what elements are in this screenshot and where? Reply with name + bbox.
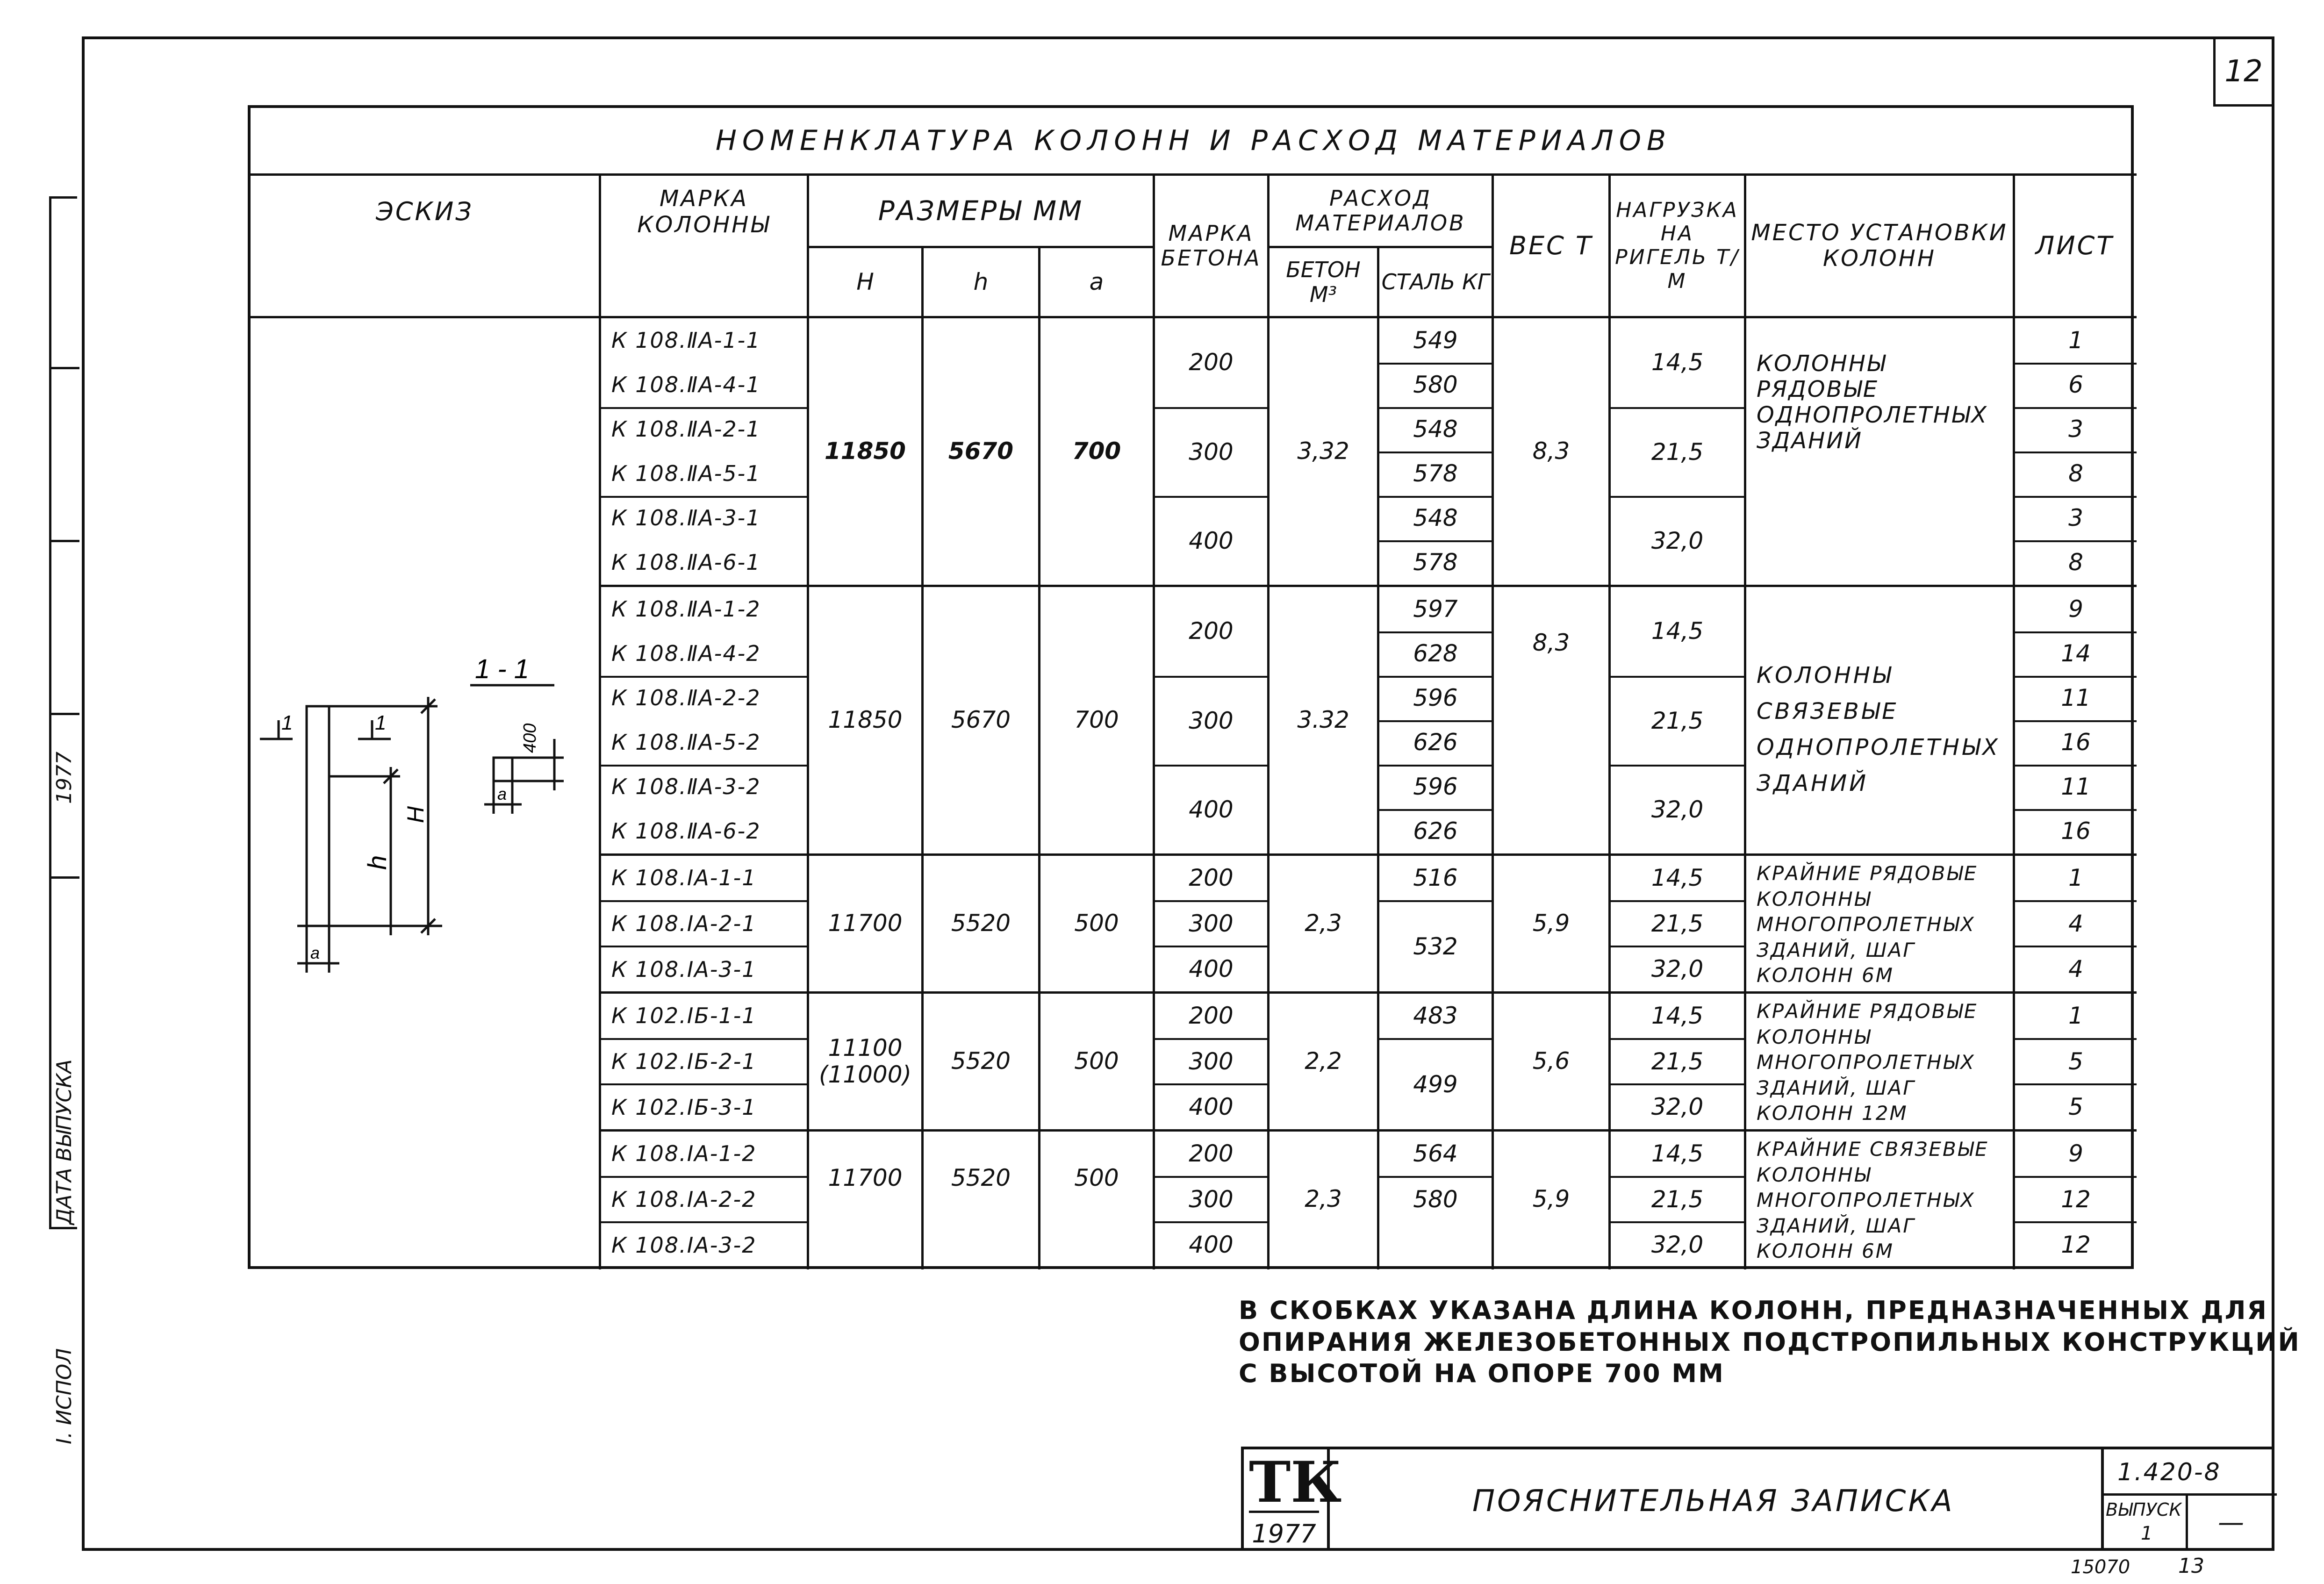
grade-cell: 400 — [1189, 796, 1234, 824]
place-cell: КРАЙНИЕ РЯДОВЫЕ КОЛОННЫ МНОГОПРОЛЕТНЫХ ЗДАНИЙ, ШАГ КОЛОНН 12М — [1757, 1000, 1978, 1125]
concrete-volume: 2,2 — [1305, 1047, 1342, 1075]
size-a: 700 — [1072, 437, 1121, 465]
mark-cell: К 108.ⅡА-1-2 — [611, 596, 761, 622]
mark-cell: К 108.ⅡА-5-2 — [611, 730, 761, 755]
table-title: НОМЕНКЛАТУРА КОЛОНН И РАСХОД МАТЕРИАЛОВ — [715, 124, 1672, 157]
sheet-cell: 11 — [2061, 684, 2091, 711]
grade-cell: 400 — [1189, 527, 1234, 555]
size-h: 5670 — [948, 437, 1014, 465]
mark-cell: К 108.ⅡА-4-1 — [611, 372, 761, 398]
header-sizes: РАЗМЕРЫ ММ — [878, 194, 1084, 227]
strip-divider — [51, 540, 79, 542]
load-cell: 14,5 — [1651, 1140, 1704, 1167]
load-cell: 21,5 — [1651, 1185, 1704, 1213]
sheet-cell: 1 — [2068, 326, 2083, 354]
sheet-cell: 9 — [2068, 595, 2083, 623]
cut-label: 1 — [375, 711, 387, 734]
grade-cell: 200 — [1189, 1140, 1234, 1167]
mark-cell: К 108.ⅡА-6-1 — [611, 550, 761, 575]
sheet-cell: 11 — [2061, 773, 2091, 800]
size-h: 5520 — [951, 910, 1011, 937]
mark-cell: К 108.ⅡА-6-2 — [611, 818, 761, 844]
steel-cell: 564 — [1413, 1140, 1458, 1167]
grade-cell: 400 — [1189, 955, 1234, 983]
mark-cell: К 108.ⅠА-2-2 — [611, 1187, 757, 1212]
section-a-label: a — [497, 784, 507, 803]
place-cell: КОЛОННЫ РЯДОВЫЕ ОДНОПРОЛЕТНЫХ ЗДАНИЙ — [1757, 350, 1988, 454]
steel-cell: 548 — [1413, 415, 1458, 443]
header-h: h — [973, 268, 989, 295]
steel-cell: 549 — [1413, 326, 1458, 354]
load-cell: 21,5 — [1651, 707, 1704, 735]
sheet-cell: 3 — [2068, 415, 2083, 443]
mark-cell: К 102.ⅠБ-2-1 — [611, 1049, 757, 1075]
header-mark: МАРКА КОЛОННЫ — [637, 186, 771, 238]
mark-cell: К 108.ⅠА-1-2 — [611, 1141, 757, 1167]
sheet-cell: 6 — [2068, 371, 2083, 398]
sheet-cell: 4 — [2068, 910, 2083, 937]
load-cell: 14,5 — [1651, 617, 1704, 645]
footnote-line: ОПИРАНИЯ ЖЕЛЕЗОБЕТОННЫХ ПОДСТРОПИЛЬНЫХ КОНСТРУКЦИЙ — [1239, 1327, 2301, 1357]
sheet-number: 12 — [2213, 36, 2274, 107]
logo-year: 1977 — [1252, 1519, 1316, 1548]
load-cell: 32,0 — [1651, 796, 1704, 824]
grade-cell: 400 — [1189, 1093, 1234, 1121]
issue-label: ВЫПУСК — [2106, 1499, 2182, 1520]
grade-cell: 300 — [1189, 707, 1234, 735]
size-a: 700 — [1074, 706, 1119, 734]
weight-cell: 5,9 — [1532, 1185, 1570, 1213]
grade-cell: 300 — [1189, 438, 1234, 466]
steel-cell: 516 — [1413, 864, 1458, 891]
sheet-cell: 8 — [2068, 459, 2083, 487]
dim-a: a — [310, 943, 320, 962]
place-cell: КОЛОННЫ СВЯЗЕВЫЕ ОДНОПРОЛЕТНЫХ ЗДАНИЙ — [1757, 662, 2000, 796]
concrete-volume: 2,3 — [1305, 1185, 1342, 1213]
sheet-cell: 14 — [2061, 639, 2091, 667]
size-a: 500 — [1074, 1047, 1119, 1075]
size-H: 11850 — [825, 437, 906, 465]
section-label: 1 - 1 — [475, 654, 530, 684]
weight-cell: 8,3 — [1532, 629, 1570, 657]
mark-cell: К 108.ⅠА-2-1 — [611, 911, 757, 937]
weight-cell: 8,3 — [1532, 437, 1570, 465]
issue-number: 1 — [2141, 1523, 2153, 1544]
mark-cell: К 108.ⅠА-1-1 — [611, 865, 757, 891]
mark-cell: К 108.ⅡА-5-1 — [611, 461, 761, 487]
inventory-number: 15070 — [2071, 1556, 2130, 1578]
sheet-cell: 5 — [2068, 1093, 2083, 1121]
mark-cell: К 108.ⅡА-4-2 — [611, 641, 761, 667]
header-concrete: БЕТОН М³ — [1286, 257, 1361, 307]
size-a: 500 — [1074, 910, 1119, 937]
strip-partial-label: I. ИСПОЛ — [52, 1348, 76, 1444]
header-place: МЕСТО УСТАНОВКИ КОЛОНН — [1751, 219, 2008, 272]
concrete-volume: 2,3 — [1305, 910, 1342, 937]
mark-cell: К 108.ⅠА-3-1 — [611, 956, 757, 982]
sheet-cell: 1 — [2068, 1002, 2083, 1029]
sheet-cell: 12 — [2061, 1185, 2091, 1213]
load-cell: 32,0 — [1651, 1231, 1704, 1259]
mark-cell: К 108.ⅠА-3-2 — [611, 1232, 757, 1258]
grade-cell: 300 — [1189, 910, 1234, 937]
load-cell: 32,0 — [1651, 527, 1704, 555]
grade-cell: 300 — [1189, 1047, 1234, 1075]
sheet-cell: 4 — [2068, 955, 2083, 983]
mark-cell: К 108.ⅡА-3-1 — [611, 505, 761, 531]
steel-cell: 596 — [1413, 684, 1458, 711]
load-cell: 32,0 — [1651, 955, 1704, 983]
sheet-cell: 5 — [2068, 1047, 2083, 1075]
strip-year: 1977 — [52, 752, 76, 804]
header-steel: СТАЛЬ КГ — [1381, 269, 1490, 295]
size-H: 11850 — [828, 706, 903, 734]
steel-cell: 578 — [1413, 548, 1458, 576]
strip-divider — [51, 876, 79, 879]
steel-cell: 578 — [1413, 459, 1458, 487]
steel-cell: 483 — [1413, 1002, 1458, 1029]
size-h: 5520 — [951, 1047, 1011, 1075]
grade-cell: 200 — [1189, 1002, 1234, 1029]
header-sheet: ЛИСТ — [2035, 230, 2114, 260]
footnote — [1239, 1295, 2301, 1390]
sheet-cell: 9 — [2068, 1140, 2083, 1167]
mark-cell: К 108.ⅡА-3-2 — [611, 774, 761, 800]
grade-cell: 400 — [1189, 1231, 1234, 1259]
mark-cell: К 108.ⅡА-2-1 — [611, 416, 761, 442]
grade-cell: 200 — [1189, 349, 1234, 376]
steel-cell: 499 — [1413, 1070, 1458, 1098]
sheet-cell: 8 — [2068, 548, 2083, 576]
document-title: ПОЯСНИТЕЛЬНАЯ ЗАПИСКА — [1472, 1484, 1955, 1519]
sheet-cell: 12 — [2061, 1231, 2091, 1259]
dim-H: H — [402, 806, 429, 823]
place-cell: КРАЙНИЕ СВЯЗЕВЫЕ КОЛОННЫ МНОГОПРОЛЕТНЫХ ЗДАНИЙ, ШАГ КОЛОНН 6М — [1757, 1138, 1989, 1263]
size-H: 11100 (11000) — [818, 1034, 912, 1088]
cut-label: 1 — [281, 711, 293, 734]
header-sketch: ЭСКИЗ — [376, 197, 473, 227]
size-a: 500 — [1074, 1164, 1119, 1192]
concrete-volume: 3,32 — [1297, 437, 1349, 465]
size-H: 11700 — [828, 910, 903, 937]
dim-400: 400 — [520, 723, 540, 753]
size-h: 5520 — [951, 1164, 1011, 1192]
header-load: НАГРУЗКА НА РИГЕЛЬ Т/М — [1615, 198, 1740, 293]
strip-date-label: ДАТА ВЫПУСКА — [52, 1059, 76, 1225]
mark-cell: К 102.ⅠБ-3-1 — [611, 1094, 757, 1120]
steel-cell: 596 — [1413, 773, 1458, 800]
concrete-volume: 3.32 — [1297, 706, 1349, 734]
sheet-cell: 16 — [2061, 728, 2091, 756]
page-number: 13 — [2178, 1554, 2204, 1578]
load-cell: 21,5 — [1651, 1047, 1704, 1075]
header-consumption: РАСХОД МАТЕРИАЛОВ — [1295, 186, 1466, 236]
strip-divider — [51, 713, 79, 715]
grade-cell: 200 — [1189, 864, 1234, 891]
nomenclature-table — [248, 105, 2134, 1269]
strip-divider — [51, 367, 79, 369]
size-h: 5670 — [951, 706, 1011, 734]
load-cell: 21,5 — [1651, 910, 1704, 937]
mark-cell: К 102.ⅠБ-1-1 — [611, 1003, 757, 1029]
place-cell: КРАЙНИЕ РЯДОВЫЕ КОЛОННЫ МНОГОПРОЛЕТНЫХ ЗДАНИЙ, ШАГ КОЛОНН 6М — [1757, 862, 1978, 987]
steel-cell: 548 — [1413, 504, 1458, 531]
weight-cell: 5,9 — [1532, 910, 1570, 937]
document-code: 1.420-8 — [2117, 1458, 2221, 1486]
footnote-line: С ВЫСОТОЙ НА ОПОРЕ 700 ММ — [1239, 1359, 1725, 1388]
weight-cell: 5,6 — [1532, 1047, 1570, 1075]
tk-logo: ТК — [1249, 1449, 1342, 1515]
load-cell: 14,5 — [1651, 864, 1704, 891]
header-concrete-grade: МАРКА БЕТОНА — [1161, 221, 1262, 271]
header-weight: ВЕС Т — [1509, 230, 1593, 260]
steel-cell: 532 — [1413, 932, 1458, 960]
sheet-cell: 16 — [2061, 817, 2091, 845]
steel-cell: 628 — [1413, 639, 1458, 667]
grade-cell: 200 — [1189, 617, 1234, 645]
header-a: a — [1089, 268, 1104, 295]
steel-cell: 626 — [1413, 728, 1458, 756]
load-cell: 14,5 — [1651, 1002, 1704, 1029]
sheet-cell: 1 — [2068, 864, 2083, 891]
mark-cell: К 108.ⅡА-1-1 — [611, 328, 761, 353]
issue-dash: — — [2218, 1507, 2244, 1538]
size-H: 11700 — [828, 1164, 903, 1192]
load-cell: 21,5 — [1651, 438, 1704, 466]
steel-cell: 580 — [1413, 371, 1458, 398]
footnote-line: В СКОБКАХ УКАЗАНА ДЛИНА КОЛОНН, ПРЕДНАЗНАЧЕННЫХ ДЛЯ — [1239, 1296, 2268, 1325]
column-sketch — [251, 318, 599, 1267]
sheet-cell: 3 — [2068, 504, 2083, 531]
steel-cell: 580 — [1413, 1185, 1458, 1213]
load-cell: 32,0 — [1651, 1093, 1704, 1121]
steel-cell: 597 — [1413, 595, 1458, 623]
dim-h: h — [362, 855, 392, 870]
grade-cell: 300 — [1189, 1185, 1234, 1213]
steel-cell: 626 — [1413, 817, 1458, 845]
mark-cell: К 108.ⅡА-2-2 — [611, 685, 761, 711]
header-H: H — [856, 268, 874, 295]
load-cell: 14,5 — [1651, 349, 1704, 376]
